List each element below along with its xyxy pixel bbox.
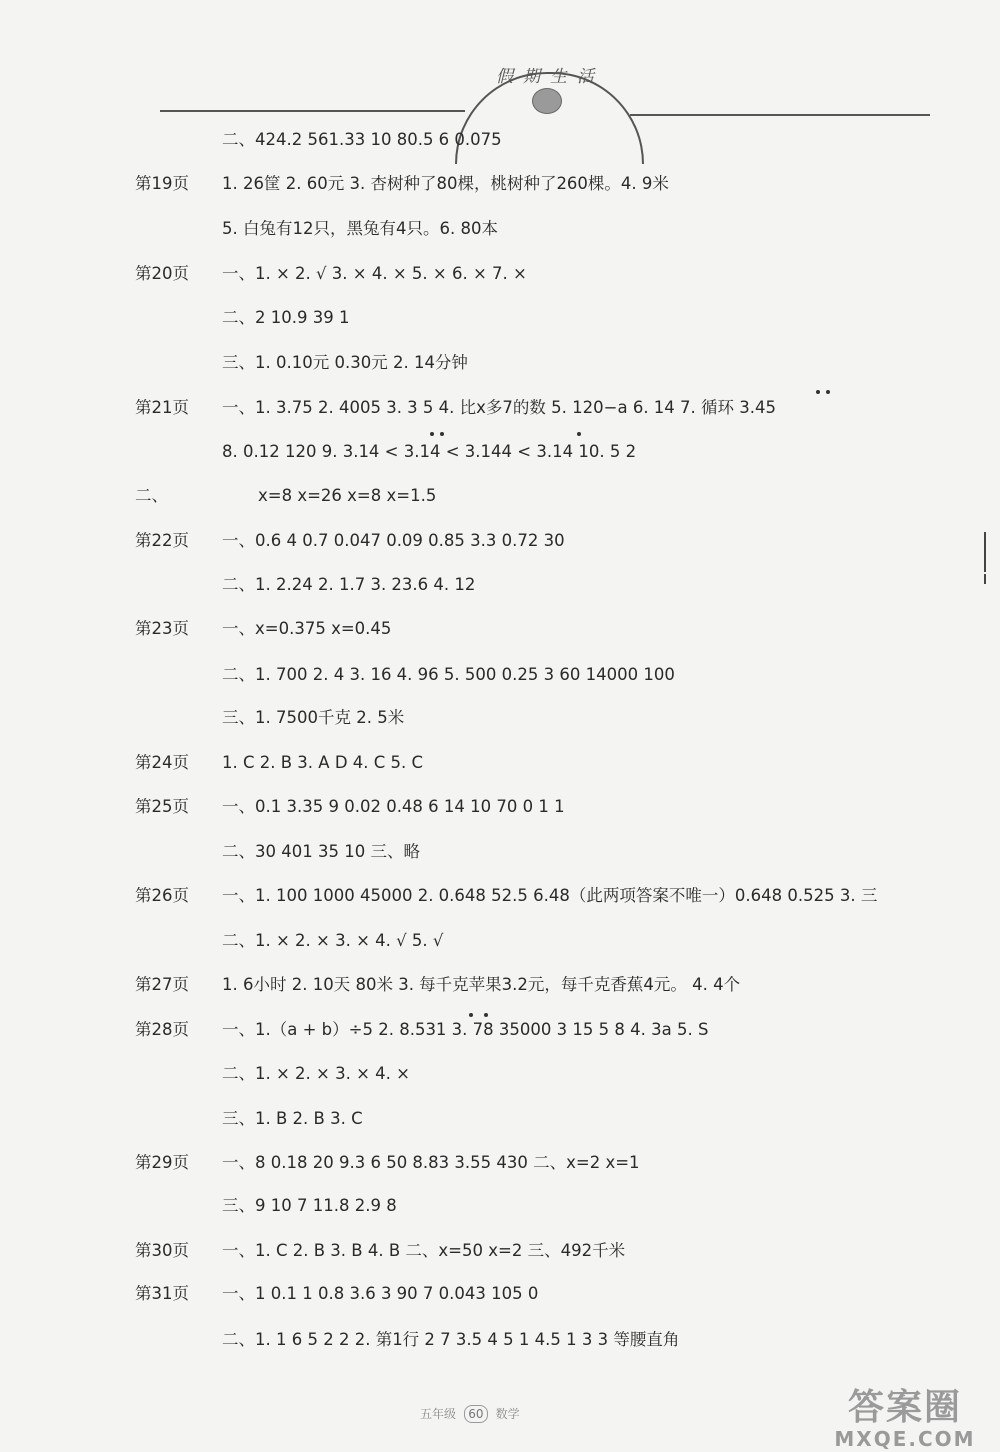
answer-text: 一、1. × 2. √ 3. × 4. × 5. × 6. × 7. × (222, 264, 527, 283)
answer-row (0, 570, 1000, 600)
answer-text: x=8 x=26 x=8 x=1.5 (258, 486, 437, 505)
page-label: 第19页 (135, 174, 189, 193)
answer-row (0, 703, 1000, 733)
repeating-decimal-dot (430, 432, 434, 436)
watermark-logo (820, 1388, 990, 1450)
answer-text: 一、x=0.375 x=0.45 (222, 619, 392, 638)
answer-row (0, 614, 1000, 644)
repeating-decimal-dot (816, 390, 820, 394)
answer-text: 二、2 10.9 39 1 (222, 308, 350, 327)
page-label: 第27页 (135, 975, 189, 994)
answer-text: 一、8 0.18 20 9.3 6 50 8.83 3.55 430 二、x=2 x=1 (222, 1153, 640, 1172)
watermark-sub: MXQE.COM (834, 1427, 976, 1451)
answer-text: 二、30 401 35 10 三、略 (222, 842, 420, 861)
answer-row (0, 926, 1000, 956)
page-label: 第28页 (135, 1020, 189, 1039)
page-label: 第29页 (135, 1153, 189, 1172)
answer-row (0, 481, 1000, 511)
answer-row (0, 881, 1000, 911)
answer-row (0, 748, 1000, 778)
answer-row (0, 1236, 1000, 1266)
answer-row (0, 1325, 1000, 1355)
mascot-icon (532, 88, 562, 114)
page-number: 60 (464, 1405, 488, 1423)
answer-text: 三、1. 7500千克 2. 5米 (222, 708, 405, 727)
answer-text: 二、1. × 2. × 3. × 4. × (222, 1064, 410, 1083)
answer-row (0, 1148, 1000, 1178)
page-label: 第20页 (135, 264, 189, 283)
answer-row (0, 303, 1000, 333)
repeating-decimal-dot (484, 1013, 488, 1017)
answer-row (0, 393, 1000, 423)
answer-text: 一、0.1 3.35 9 0.02 0.48 6 14 10 70 0 1 1 (222, 797, 565, 816)
answer-row (0, 526, 1000, 556)
answer-text: 一、1. 100 1000 45000 2. 0.648 52.5 6.48（此两项答案不唯一）0.648 0.525 3. 三 (222, 886, 878, 905)
answer-row (0, 837, 1000, 867)
page-footer (420, 1405, 520, 1423)
side-tick-mark (984, 574, 986, 584)
answer-text: 一、1. C 2. B 3. B 4. B 二、x=50 x=2 三、492千米 (222, 1241, 626, 1260)
answer-text: 一、1. 3.75 2. 4005 3. 3 5 4. 比x多7的数 5. 120−a 6. 14 7. 循环 3.45 (222, 398, 777, 417)
page-label: 第24页 (135, 753, 189, 772)
answer-row (0, 970, 1000, 1000)
answer-row (0, 169, 1000, 199)
answer-row (0, 437, 1000, 467)
answer-text: 二、1. 700 2. 4 3. 16 4. 96 5. 500 0.25 3 60 14000 100 (222, 665, 675, 684)
answer-row (0, 1104, 1000, 1134)
answer-row (0, 1279, 1000, 1309)
answer-text: 1. 6小时 2. 10天 80米 3. 每千克苹果3.2元，每千克香蕉4元。 4. 4个 (222, 975, 741, 994)
repeating-decimal-dot (826, 390, 830, 394)
header-rule-left (160, 110, 465, 112)
answer-row (0, 660, 1000, 690)
answer-row (0, 792, 1000, 822)
answer-row (0, 125, 1000, 155)
repeating-decimal-dot (440, 432, 444, 436)
answer-row (0, 1191, 1000, 1221)
answer-row (0, 348, 1000, 378)
page-label: 第21页 (135, 398, 189, 417)
footer-subject: 数学 (495, 1407, 520, 1421)
page-label: 第25页 (135, 797, 189, 816)
answer-text: 1. C 2. B 3. A D 4. C 5. C (222, 753, 424, 772)
answer-text: 8. 0.12 120 9. 3.14 < 3.14 < 3.144 < 3.14 10. 5 2 (222, 442, 637, 461)
answer-text: 5. 白兔有12只，黑兔有4只。6. 80本 (222, 219, 498, 238)
footer-grade: 五年级 (420, 1407, 457, 1421)
repeating-decimal-dot (469, 1013, 473, 1017)
answer-text: 1. 26筐 2. 60元 3. 杏树种了80棵，桃树种了260棵。4. 9米 (222, 174, 669, 193)
repeating-decimal-dot (577, 432, 581, 436)
answer-text: 二、424.2 561.33 10 80.5 6 0.075 (222, 130, 502, 149)
page-label: 第30页 (135, 1241, 189, 1260)
side-tick-mark (984, 532, 986, 572)
watermark-main: 答案圈 (847, 1387, 962, 1428)
answer-row (0, 214, 1000, 244)
answer-text: 三、9 10 7 11.8 2.9 8 (222, 1196, 397, 1215)
answer-row (0, 1059, 1000, 1089)
answer-text: 一、0.6 4 0.7 0.047 0.09 0.85 3.3 0.72 30 (222, 531, 565, 550)
answer-text: 一、1 0.1 1 0.8 3.6 3 90 7 0.043 105 0 (222, 1284, 539, 1303)
page-label: 第26页 (135, 886, 189, 905)
answer-text: 二、1. 2.24 2. 1.7 3. 23.6 4. 12 (222, 575, 476, 594)
answer-row (0, 259, 1000, 289)
answer-row (0, 1015, 1000, 1045)
answer-text: 一、1.（a + b）÷5 2. 8.531 3. 78 35000 3 15 5 8 4. 3a 5. S (222, 1020, 709, 1039)
answer-text: 二、1. × 2. × 3. × 4. √ 5. √ (222, 931, 444, 950)
header-title: 假期生活 (496, 67, 604, 87)
page-label: 第22页 (135, 531, 189, 550)
page-label: 第23页 (135, 619, 189, 638)
answer-text: 三、1. B 2. B 3. C (222, 1109, 363, 1128)
header-rule-right (630, 114, 930, 116)
page-label: 二、 (135, 486, 168, 505)
answer-text: 二、1. 1 6 5 2 2 2. 第1行 2 7 3.5 4 5 1 4.5 1 3 3 等腰直角 (222, 1330, 680, 1349)
answer-text: 三、1. 0.10元 0.30元 2. 14分钟 (222, 353, 468, 372)
page-label: 第31页 (135, 1284, 189, 1303)
